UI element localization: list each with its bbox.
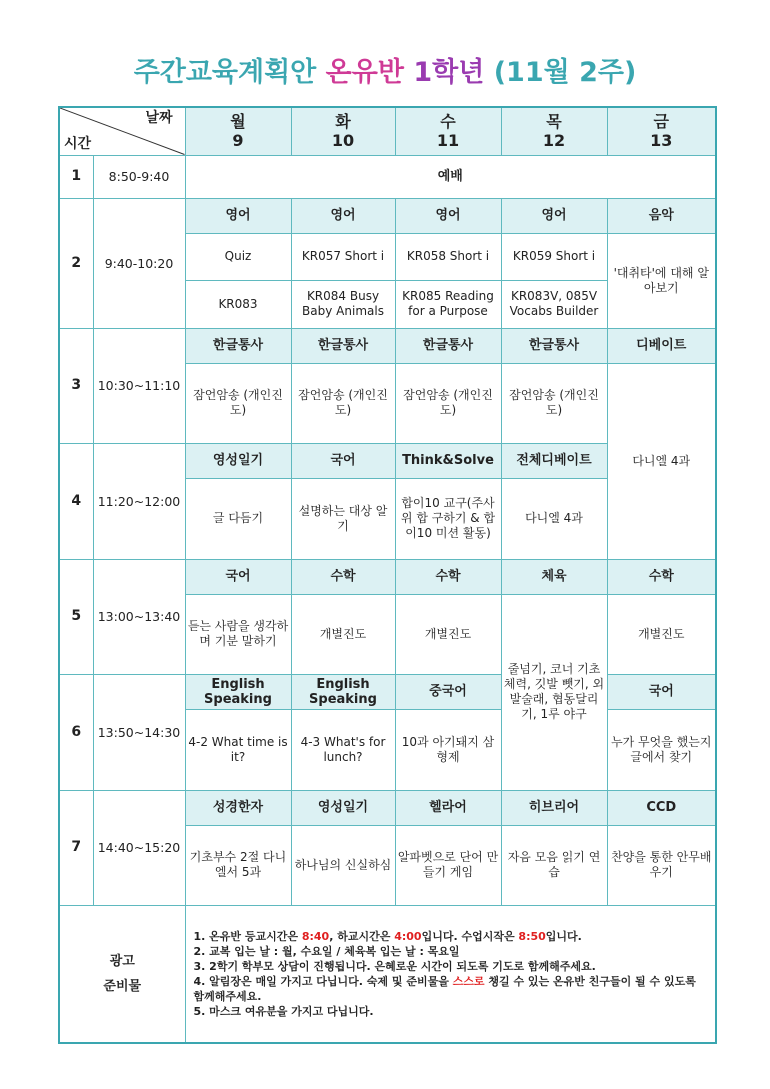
subject-cell: 한글통사	[185, 328, 291, 363]
content-cell: 잠언암송 (개인진도)	[395, 363, 501, 443]
content-cell: 다니엘 4과	[501, 478, 607, 559]
content-cell: 잠언암송 (개인진도)	[185, 363, 291, 443]
subject-cell: 한글통사	[291, 328, 395, 363]
notice-content	[185, 905, 716, 1043]
content-cell: KR085 Reading for a Purpose	[395, 280, 501, 328]
worship-cell: 예배	[185, 155, 716, 198]
content-cell: 개별진도	[291, 594, 395, 674]
content-cell: KR059 Short i	[501, 233, 607, 280]
subject-cell: 음악	[607, 198, 716, 233]
period-number: 4	[59, 443, 93, 559]
content-cell: 듣는 사람을 생각하며 기분 말하기	[185, 594, 291, 674]
header-corner	[59, 107, 185, 155]
subject-cell: 수학	[607, 559, 716, 594]
subject-cell: 한글통사	[395, 328, 501, 363]
content-cell: 다니엘 4과	[607, 363, 716, 559]
content-cell: 하나님의 신실하심	[291, 825, 395, 905]
period-time: 11:20~12:00	[93, 443, 185, 559]
header-day-mon: 월 9	[185, 107, 291, 155]
notice-line-4: 4. 알림장은 매일 가지고 다닙니다. 숙제 및 준비물을 스스로 챙길 수 있는 온유반 친구들이 될 수 있도록 함께해주세요.	[193, 974, 696, 1003]
subject-cell: 영어	[185, 198, 291, 233]
header-day-thu: 목 12	[501, 107, 607, 155]
period-time: 10:30~11:10	[93, 328, 185, 443]
time-label: 시간	[64, 135, 92, 152]
period-number: 1	[59, 155, 93, 198]
title-plan: 주간교육계획안	[133, 57, 317, 88]
content-cell: KR083	[185, 280, 291, 328]
notice-line-2: 2. 교복 입는 날 : 월, 수요일 / 체육복 입는 날 : 목요일	[193, 944, 460, 958]
notice-label: 광고 준비물	[59, 905, 185, 1043]
subject-cell: 국어	[607, 674, 716, 709]
subject-cell: CCD	[607, 790, 716, 825]
period-time: 13:50~14:30	[93, 674, 185, 790]
subject-cell: 영성일기	[291, 790, 395, 825]
period-number: 3	[59, 328, 93, 443]
subject-cell: 수학	[291, 559, 395, 594]
period-number: 7	[59, 790, 93, 905]
content-cell: 누가 무엇을 했는지 글에서 찾기	[607, 709, 716, 790]
subject-cell: 체육	[501, 559, 607, 594]
subject-cell: 헬라어	[395, 790, 501, 825]
content-cell: 개별진도	[607, 594, 716, 674]
period-time: 8:50-9:40	[93, 155, 185, 198]
content-cell: 자음 모음 읽기 연습	[501, 825, 607, 905]
content-cell: 설명하는 대상 알기	[291, 478, 395, 559]
subject-cell: 중국어	[395, 674, 501, 709]
content-cell: Quiz	[185, 233, 291, 280]
content-cell: 개별진도	[395, 594, 501, 674]
content-cell: 알파벳으로 단어 만들기 게임	[395, 825, 501, 905]
content-cell: KR083V, 085V Vocabs Builder	[501, 280, 607, 328]
content-cell: KR058 Short i	[395, 233, 501, 280]
notice-line-5: 5. 마스크 여유분을 가지고 다닙니다.	[193, 1004, 374, 1018]
subject-cell: 수학	[395, 559, 501, 594]
subject-cell: 영성일기	[185, 443, 291, 478]
content-cell: KR057 Short i	[291, 233, 395, 280]
content-cell: '대취타'에 대해 알아보기	[607, 233, 716, 328]
weekly-schedule-table	[58, 106, 717, 1044]
content-cell: 잠언암송 (개인진도)	[501, 363, 607, 443]
subject-cell: 국어	[185, 559, 291, 594]
subject-cell: 영어	[501, 198, 607, 233]
period-number: 6	[59, 674, 93, 790]
subject-cell: 히브리어	[501, 790, 607, 825]
notice-line-1: 1. 온유반 등교시간은 8:40, 하교시간은 4:00입니다. 수업시작은 8:50입니다.	[193, 929, 582, 943]
subject-cell: English Speaking	[291, 674, 395, 709]
subject-cell: English Speaking	[185, 674, 291, 709]
title-week: (11월 2주)	[493, 57, 637, 88]
date-label: 날짜	[145, 110, 173, 126]
subject-cell: 디베이트	[607, 328, 716, 363]
subject-cell: 영어	[395, 198, 501, 233]
subject-cell: 성경한자	[185, 790, 291, 825]
content-cell: 글 다듬기	[185, 478, 291, 559]
notice-line-3: 3. 2학기 학부모 상담이 진행됩니다. 은혜로운 시간이 되도록 기도로 함께해주세요.	[193, 959, 596, 973]
subject-cell: 전체디베이트	[501, 443, 607, 478]
header-day-fri: 금 13	[607, 107, 716, 155]
content-cell: 합이10 교구(주사위 합 구하기 & 합이10 미션 활동)	[395, 478, 501, 559]
subject-cell: 영어	[291, 198, 395, 233]
title-grade: 1학년	[413, 57, 485, 88]
period-number: 5	[59, 559, 93, 674]
content-cell: 4-2 What time is it?	[185, 709, 291, 790]
header-day-tue: 화 10	[291, 107, 395, 155]
content-cell: 찬양을 통한 안무배우기	[607, 825, 716, 905]
title-class: 온유반	[325, 57, 404, 88]
content-cell: 기초부수 2절 다니엘서 5과	[185, 825, 291, 905]
content-cell: 잠언암송 (개인진도)	[291, 363, 395, 443]
period-number: 2	[59, 198, 93, 328]
subject-cell: Think&Solve	[395, 443, 501, 478]
subject-cell: 한글통사	[501, 328, 607, 363]
content-cell: 10과 아기돼지 삼형제	[395, 709, 501, 790]
period-time: 13:00~13:40	[93, 559, 185, 674]
header-day-wed: 수 11	[395, 107, 501, 155]
content-cell: 줄넘기, 코너 기초체력, 깃발 뺏기, 외발술래, 협동달리기, 1루 야구	[501, 594, 607, 790]
period-time: 14:40~15:20	[93, 790, 185, 905]
content-cell: 4-3 What's for lunch?	[291, 709, 395, 790]
content-cell: KR084 Busy Baby Animals	[291, 280, 395, 328]
page-title	[0, 50, 770, 89]
period-time: 9:40-10:20	[93, 198, 185, 328]
subject-cell: 국어	[291, 443, 395, 478]
